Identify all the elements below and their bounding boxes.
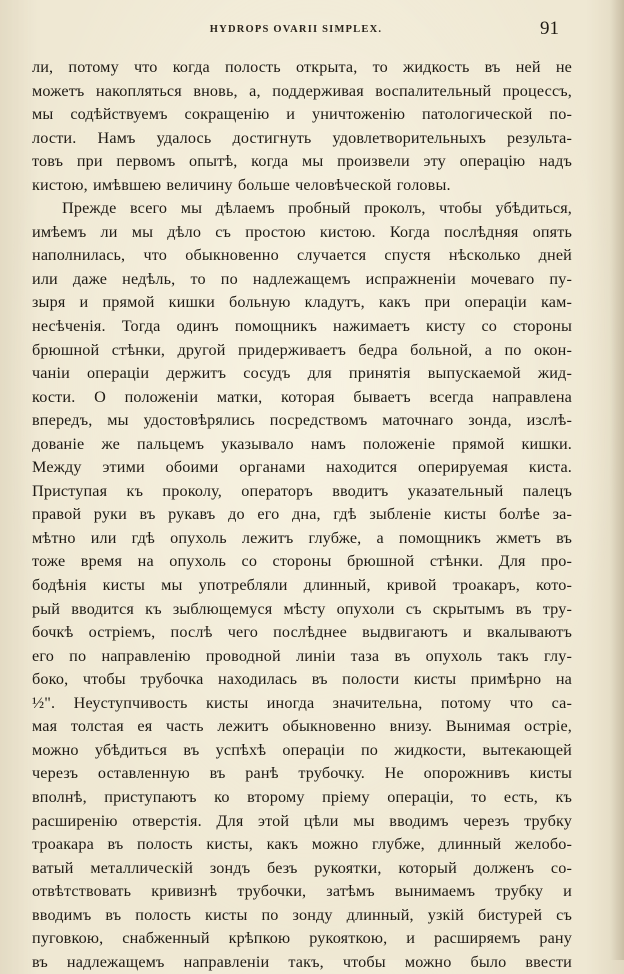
text-line: мы содѣйствуемъ сокращенію и уничтоженію патологической по-	[32, 105, 572, 124]
text-line: лости. Намъ удалось достигнуть удовлетворительныхъ результа-	[32, 128, 572, 147]
text-line: ватый металлическій зондъ безъ рукоятки, который долженъ со-	[32, 858, 572, 877]
text-line: мая толстая ея часть лежитъ обыкновенно внизу. Вынимая остріе,	[32, 717, 572, 736]
text-line: можно убѣдиться въ успѣхѣ операціи по жидкости, вытекающей	[32, 740, 572, 759]
text-line: можетъ накопляться вновь, а, поддерживая воспалительный процессъ,	[32, 81, 572, 100]
text-line: ½". Неуступчивость кисты иногда значительна, потому что са-	[32, 693, 572, 712]
text-line: наполнилась, что обыкновенно случается спустя нѣсколько дней	[32, 246, 572, 265]
page-edge-shadow	[610, 0, 624, 960]
text-line: тоже время на опухоль со стороны брюшной стѣнки. Для про-	[32, 552, 572, 571]
text-line: ли, потому что когда полость открыта, то жидкость въ ней не	[32, 58, 572, 76]
text-line: пуговкою, снабженный крѣпкою рукояткою, и расширяемъ рану	[32, 929, 572, 948]
text-line: отвѣтствовать кривизнѣ трубочки, затѣмъ вынимаемъ трубку и	[32, 882, 572, 901]
text-line: чаніи операціи держитъ сосудъ для принятія выпускаемой жид-	[32, 364, 572, 383]
text-line: его по направленію проводной линіи таза въ опухоль такъ глу-	[32, 646, 572, 665]
text-line: вводимъ въ полость кисты по зонду длинный, узкій бистурей съ	[32, 905, 572, 924]
paragraph-start-line: Прежде всего мы дѣлаемъ пробный проколъ, чтобы убѣдиться,	[62, 199, 572, 218]
text-line: кистою, имѣвшею величину больше человѣческой головы.	[32, 175, 451, 194]
text-line: троакара въ полость кисты, какъ можно глубже, длинный желобо-	[32, 835, 572, 854]
text-line: вполнѣ, приступаютъ ко второму пріему операціи, то есть, къ	[32, 787, 572, 806]
text-line: товъ при первомъ опытѣ, когда мы произвели эту операцію надъ	[32, 152, 572, 171]
text-line: бочкѣ остріемъ, послѣ чего послѣднее выдвигаютъ и вкалываютъ	[32, 623, 572, 642]
text-line: зыря и прямой кишки больную кладутъ, какъ при операціи кам-	[32, 293, 572, 312]
running-head: HYDROPS OVARII SIMPLEX.	[209, 24, 383, 35]
text-line: расширенію отверстія. Для этой цѣли мы вводимъ черезъ трубку	[32, 811, 572, 830]
text-line: имѣемъ ли мы дѣло съ простою кистою. Когда послѣдняя опять	[32, 222, 572, 241]
text-line: Между этими обоими органами находится оперируемая киста.	[32, 458, 572, 477]
body-text	[32, 56, 572, 974]
text-line: или даже недѣль, то по надлежащемъ испражненіи мочеваго пу-	[32, 269, 572, 288]
text-line: въ надлежащемъ направленіи такъ, чтобы можно было ввести	[32, 952, 572, 971]
text-line: несѣченія. Тогда одинъ помощникъ нажимаетъ кисту со стороны	[32, 317, 572, 336]
text-line: Приступая къ проколу, операторъ вводитъ указательный палецъ	[32, 481, 572, 500]
text-line: дованіе же пальцемъ указывало намъ положеніе прямой кишки.	[32, 434, 572, 453]
text-line: брюшной стѣнки, другой придерживаетъ бедра больной, а по окон-	[32, 340, 572, 359]
text-line: мѣтно или гдѣ опухоль лежитъ глубже, а помощникъ жметъ въ	[32, 528, 572, 547]
text-line: впередъ, мы удостовѣрялись посредствомъ маточнаго зонда, изслѣ-	[32, 411, 572, 430]
text-line: правой руки въ рукавъ до его дна, гдѣ зыбленіе кисты болѣе за-	[32, 505, 572, 524]
text-line: рый вводится къ зыблющемуся мѣсту опухоли съ скрытымъ въ тру-	[32, 599, 572, 618]
text-line: кости. О положеніи матки, которая бываетъ всегда направлена	[32, 387, 572, 406]
page-number: 91	[540, 18, 559, 39]
text-line: бодѣнія кисты мы употребляли длинный, кривой троакаръ, кото-	[32, 576, 572, 595]
text-line: боко, чтобы трубочка находилась въ полости кисты примѣрно на	[32, 670, 572, 689]
text-line: черезъ оставленную въ ранѣ трубочку. Не опорожнивъ кисты	[32, 764, 572, 783]
